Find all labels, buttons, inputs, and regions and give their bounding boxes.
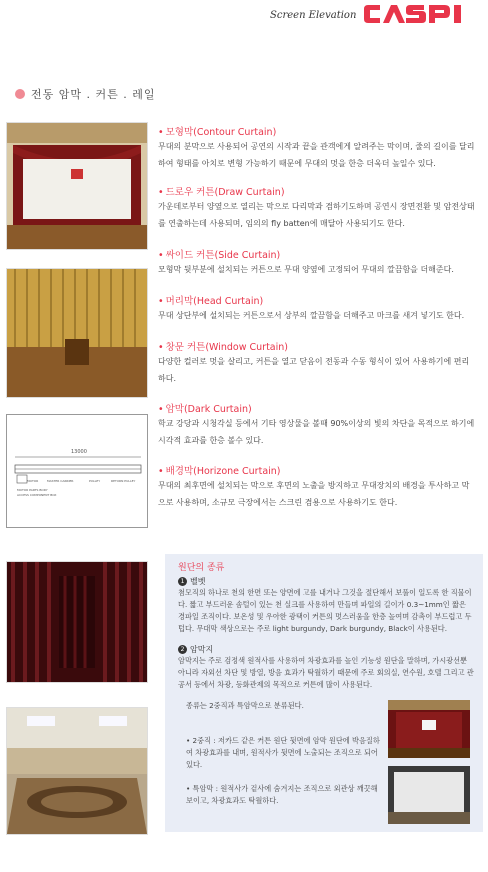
diagram-label: MOTOR bbox=[27, 479, 39, 483]
item-title: 머리막(Head Curtain) bbox=[165, 296, 264, 307]
kind-label: • 특암막 : bbox=[186, 784, 219, 793]
bullet-icon: • bbox=[158, 250, 164, 261]
item-window bbox=[158, 339, 476, 387]
item-title: 창문 커튼(Window Curtain) bbox=[165, 342, 288, 353]
kind-special bbox=[186, 783, 382, 807]
brand-subtitle: Screen Elevation bbox=[270, 10, 357, 21]
item-desc: 무대의 최후면에 설치되는 막으로 후면의 노출을 방지하고 무대장치의 배경을 투사하고 막으로 사용하며, 소규모 극장에서는 스크린 겸용으로 사용하기도 한다. bbox=[158, 481, 470, 507]
velvet-curtain-photo bbox=[6, 561, 148, 683]
item-contour bbox=[158, 124, 476, 172]
bullet-icon: • bbox=[158, 404, 164, 415]
item-desc: 가운데로부터 양옆으로 열리는 막으로 다리막과 겸하기도하며 공연시 장면전환 및 암전상태를 연출하는데 사용되며, 임의의 fly batten에 매달아 사용되기도 한다. bbox=[158, 202, 475, 228]
kind-body: 원적사가 겉사에 숨겨지는 조직으로 외관상 깨끗해 보이고, 차광효과도 탁월하다. bbox=[186, 784, 378, 805]
stage-curtain-photo bbox=[6, 122, 148, 250]
bullet-icon: • bbox=[158, 342, 164, 353]
conference-room-photo bbox=[6, 707, 148, 835]
kind-double bbox=[186, 735, 382, 771]
item-horizone bbox=[158, 463, 476, 511]
stage-photo-small bbox=[388, 700, 470, 758]
item-desc: 무대의 분막으로 사용되어 공연의 시작과 끝을 관객에게 알려주는 막이며, 줄의 길이를 달리하여 형태를 아치로 변형 가능하기 때문에 무대의 멋을 한층 더욱더 높일수 있다. bbox=[158, 142, 475, 168]
item-dark bbox=[158, 401, 476, 449]
info-heading: 암막지 bbox=[190, 645, 214, 654]
item-desc: 무대 상단부에 설치되는 커튼으로서 상부의 깔끔함을 더해주고 마크를 새겨 넣기도 한다. bbox=[158, 311, 465, 320]
info-section-velvet bbox=[178, 576, 474, 635]
item-title: 암막(Dark Curtain) bbox=[165, 404, 252, 415]
item-desc: 다양한 컬러로 멋을 살리고, 커튼을 열고 닫음이 전동과 수동 형식이 있어 사용하기에 편리하다. bbox=[158, 357, 470, 383]
screen-photo-small bbox=[388, 766, 470, 824]
item-title: 배경막(Horizone Curtain) bbox=[165, 466, 281, 477]
item-title: 드로우 커튼(Draw Curtain) bbox=[165, 187, 285, 198]
diagram-width-label: 13000 bbox=[71, 449, 87, 455]
section-bullet-icon bbox=[15, 89, 25, 99]
item-draw bbox=[158, 184, 476, 232]
info-title: 원단의 종류 bbox=[178, 563, 225, 573]
kinds-intro: 종류는 2중직과 특암막으로 분류된다. bbox=[186, 701, 304, 710]
auditorium-curtain-photo bbox=[6, 268, 148, 398]
info-body: 첨모직의 하나로 천의 한면 또는 양면에 고를 내거나 그것을 절단해서 보풀이 일도록 한 직물이다. 짧고 부드러운 솜털이 있는 천 실크를 사용하여 만들며 파일의 길이가 0.3~1mm인 짧은 경파일 조직이다. 보온성 및 우아한 광택이 커튼의 멋스러움을 한층 높여며 감촉이 부드럽고 두텁다. 무대막 색상으로는 주로 light burgundy, Dark burgundy, Black이 사용된다. bbox=[178, 588, 472, 633]
info-body: 암막지는 주로 검정색 원적사를 사용하여 차광효과를 높인 기능성 원단을 말하며, 가시광선뿐 아니라 자외선 차단 및 방열, 방음 효과가 탁월하기 때문에 주로 회의실, 연수원, 호텔 그리고 관공서 등에서 차광, 등화관제의 목적으로 커튼에 많이 사용된다. bbox=[178, 656, 474, 689]
kind-label: • 2중직 : bbox=[186, 736, 216, 745]
item-side bbox=[158, 247, 476, 278]
number-badge: 1 bbox=[178, 577, 187, 586]
kind-body: 저카드 같은 커튼 원단 뒷면에 암막 원단에 박음질하여 차광효과를 내며, 원적사가 뒷면에 노출되는 조직으로 되어있다. bbox=[186, 736, 380, 769]
bullet-icon: • bbox=[158, 127, 164, 138]
item-title: 싸이드 커튼(Side Curtain) bbox=[165, 250, 281, 261]
number-badge: 2 bbox=[178, 645, 187, 654]
item-head bbox=[158, 293, 476, 324]
diagram-label: MOTOR PARTS BODY bbox=[17, 488, 48, 492]
item-desc: 모형막 뒷부분에 설치되는 커튼으로 무대 양옆에 고정되어 무대의 깔끔함을 더해준다. bbox=[158, 265, 454, 274]
diagram-label: PULLEY bbox=[89, 479, 101, 483]
info-section-blackout bbox=[178, 644, 474, 691]
item-title: 모형막(Contour Curtain) bbox=[165, 127, 277, 138]
bullet-icon: • bbox=[158, 466, 164, 477]
bullet-icon: • bbox=[158, 187, 164, 198]
diagram-label: RETURN PULLEY bbox=[111, 479, 136, 483]
section-title: 전동 암막 . 커튼 . 레일 bbox=[31, 88, 156, 101]
diagram-label: ACCESS COMPONENT BOX bbox=[17, 493, 57, 497]
curtain-rail-diagram bbox=[6, 414, 148, 528]
item-desc: 학교 강당과 시청각실 등에서 기타 영상물을 볼때 90%이상의 빛의 차단을 목적으로 하기에 시각적 효과를 한층 볼수 있다. bbox=[158, 419, 475, 445]
bullet-icon: • bbox=[158, 296, 164, 307]
diagram-label: MASTER CARRIER bbox=[47, 479, 74, 483]
info-heading: 벨벳 bbox=[190, 577, 206, 586]
brand-logo bbox=[362, 2, 482, 30]
